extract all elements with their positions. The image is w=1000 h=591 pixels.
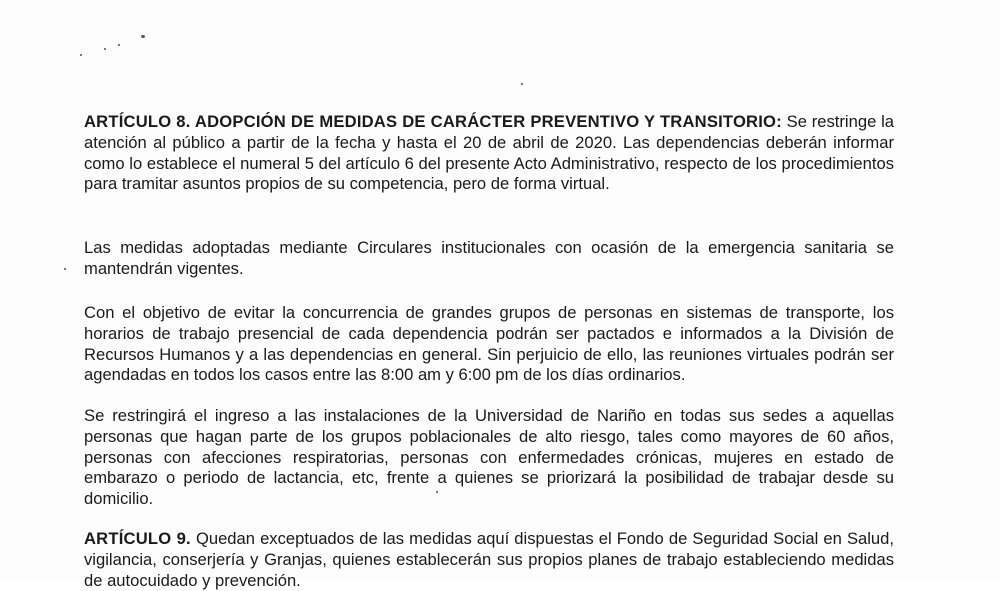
paragraph-restriccion-ingreso: Se restringirá el ingreso a las instalaciones de la Universidad de Nariño en todas sus sedes a aquellas personas que hagan parte de los grupos poblacionales de alto riesgo, tales como mayores de 60 años, personas con afecciones respiratorias, personas con enfermedades crónicas, mujeres en estado de embarazo o periodo de lactancia, etc, frente a quienes se priorizará la posibilidad de trabajar desde su domicilio. — [84, 406, 894, 509]
article-8-body: Se restringe la atención al público a partir de la fecha y hasta el 20 de abril de 2020. Las dependencias deberán informar como lo establece el numeral 5 del artículo 6 del presente Acto Administrativo, respecto de los procedimientos para tramitar asuntos propios de su competencia, pero de forma virtual. — [84, 112, 895, 194]
paragraph-circulares: Las medidas adoptadas mediante Circulares institucionales con ocasión de la emergencia sanitaria se mantendrán vigentes. — [84, 238, 894, 278]
article-9-body: Quedan exceptuados de las medidas aquí dispuestas el Fondo de Seguridad Social en Salud, vigilancia, conserjería y Granjas, quienes establecerán sus propios planes de trabajo estableciendo medidas de autocuidado y prevención. — [84, 529, 895, 590]
article-8-heading: ARTÍCULO 8. ADOPCIÓN DE MEDIDAS DE CARÁCTER PREVENTIVO Y TRANSITORIO: — [84, 112, 782, 131]
article-9-heading: ARTÍCULO 9. — [84, 529, 191, 548]
article-9-paragraph — [84, 529, 894, 591]
article-8-paragraph — [84, 112, 894, 195]
paragraph-horarios: Con el objetivo de evitar la concurrencia de grandes grupos de personas en sistemas de transporte, los horarios de trabajo presencial de cada dependencia podrán ser pactados e informados a la División de Recursos Humanos y a las dependencias en general. Sin perjuicio de ello, las reuniones virtuales podrán ser agendadas en todos los casos entre las 8:00 am y 6:00 pm de los días ordinarios. — [84, 303, 894, 385]
